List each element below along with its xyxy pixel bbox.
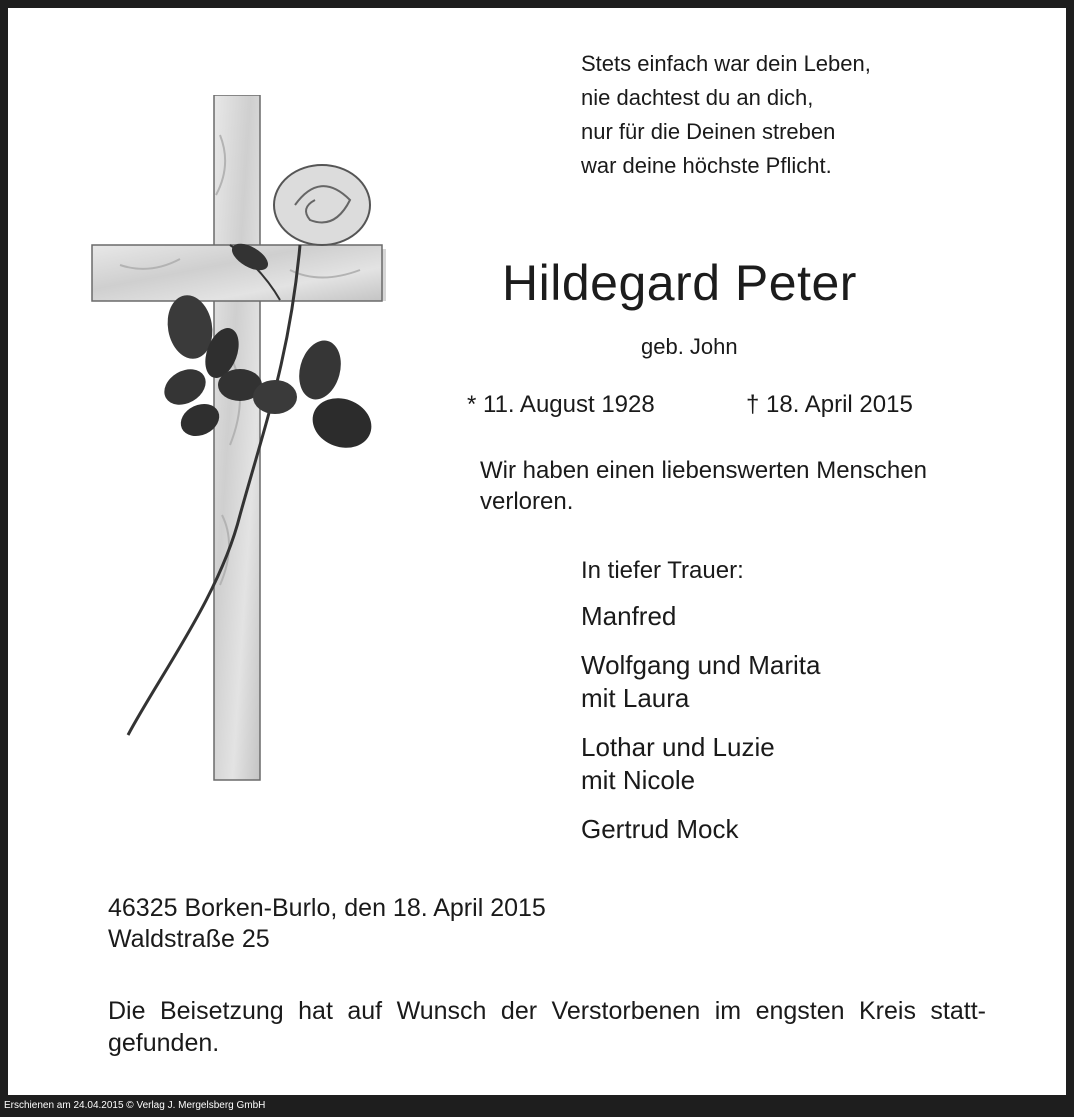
poem [581, 47, 871, 183]
deceased-name: Hildegard Peter [502, 255, 857, 311]
address-block [108, 893, 546, 955]
message-line: Wir haben einen liebenswerten Menschen [480, 457, 927, 484]
birth-date: * 11. August 1928 [467, 391, 655, 418]
burial-notice [108, 995, 986, 1059]
place-date: 46325 Borken-Burlo, den 18. April 2015 [108, 894, 546, 922]
mourner-name: Lothar und Luzie [581, 732, 775, 762]
poem-line: war deine höchste Pflicht. [581, 153, 832, 178]
publication-footer: Erschienen am 24.04.2015 © Verlag J. Mergelsberg GmbH [4, 1100, 266, 1111]
mourners-list [581, 600, 820, 862]
death-date: † 18. April 2015 [746, 391, 913, 418]
burial-line: gefunden. [108, 1029, 220, 1057]
maiden-name: geb. John [641, 334, 738, 359]
message-line: verloren. [480, 488, 574, 515]
street: Waldstraße 25 [108, 925, 270, 953]
mourner-name: mit Laura [581, 683, 690, 713]
poem-line: nur für die Deinen streben [581, 119, 836, 144]
poem-line: nie dachtest du an dich, [581, 85, 814, 110]
mourner-group [581, 731, 820, 797]
mourner-group [581, 649, 820, 715]
mourner-name: Wolfgang und Marita [581, 650, 821, 680]
mourning-heading: In tiefer Trauer: [581, 557, 744, 584]
mourner-group [581, 813, 820, 846]
loss-message [480, 455, 927, 517]
cross-with-rose-image [90, 95, 390, 785]
poem-line: Stets einfach war dein Leben, [581, 51, 871, 76]
mourner-name: Manfred [581, 601, 677, 631]
mourner-name: mit Nicole [581, 765, 696, 795]
mourner-group [581, 600, 820, 633]
burial-line: Die Beisetzung hat auf Wunsch der Verstorbenen im engsten Kreis statt- [108, 997, 986, 1025]
mourner-name: Gertrud Mock [581, 814, 739, 844]
